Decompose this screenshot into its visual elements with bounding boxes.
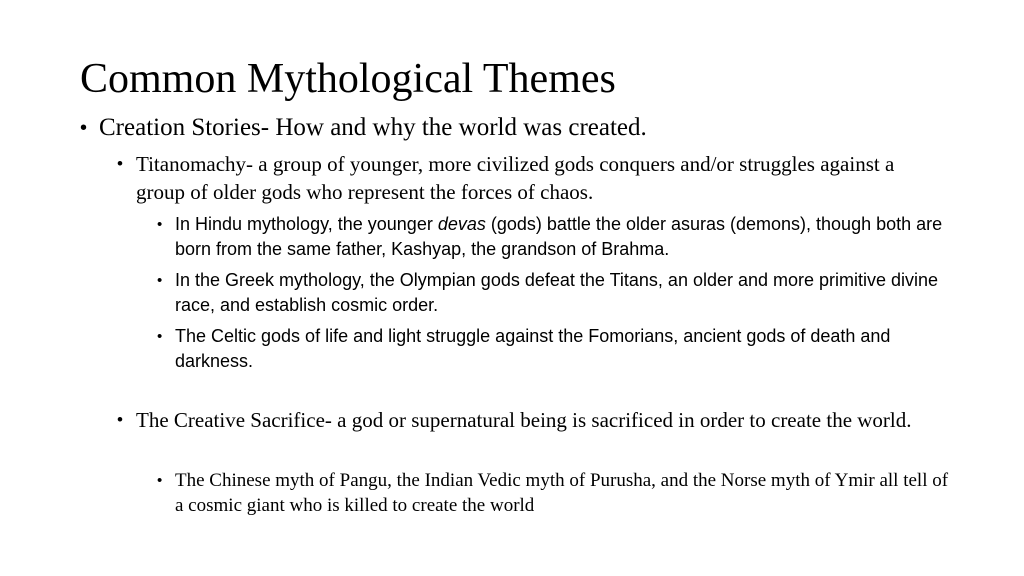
bullet-marker: • xyxy=(117,410,123,429)
slide-title: Common Mythological Themes xyxy=(80,56,616,102)
bullet-celtic-mythology xyxy=(157,324,957,374)
bullet-text: The Chinese myth of Pangu, the Indian Vedic myth of Purusha, and the Norse myth of Ymir all tell of a cosmic giant who is killed to create the world xyxy=(175,470,949,516)
bullet-greek-mythology xyxy=(157,268,957,318)
bullet-cosmic-giant xyxy=(157,468,957,518)
bullet-text: Titanomachy- a group of younger, more civilized gods conquers and/or struggles against a group of older gods who represent the forces of chaos. xyxy=(136,152,895,204)
bullet-hindu-mythology xyxy=(157,212,957,262)
bullet-marker: • xyxy=(157,328,163,345)
bullet-titanomachy xyxy=(117,150,917,206)
text-prefix: In Hindu mythology, the younger xyxy=(175,214,438,234)
bullet-marker: • xyxy=(157,272,163,289)
bullet-creation-stories xyxy=(80,112,980,144)
bullet-text: The Creative Sacrifice- a god or supernatural being is sacrificed in order to create the world. xyxy=(136,408,912,432)
bullet-text xyxy=(175,212,957,262)
bullet-text: The Celtic gods of life and light struggle against the Fomorians, ancient gods of death and darkness. xyxy=(175,326,891,371)
bullet-marker: • xyxy=(157,472,163,489)
bullet-marker: • xyxy=(157,216,163,233)
bullet-creative-sacrifice xyxy=(117,406,917,434)
bullet-text: In the Greek mythology, the Olympian gods defeat the Titans, an older and more primitive divine race, and establish cosmic order. xyxy=(175,270,939,315)
emphasis-devas: devas xyxy=(437,214,486,234)
bullet-marker: • xyxy=(80,117,88,139)
bullet-marker: • xyxy=(117,154,123,173)
text-suffix: (gods) battle the older asuras (demons), though both are born from the same father, Kashyap, the grandson of Brahma. xyxy=(175,214,943,259)
bullet-text: Creation Stories- How and why the world was created. xyxy=(99,114,647,141)
